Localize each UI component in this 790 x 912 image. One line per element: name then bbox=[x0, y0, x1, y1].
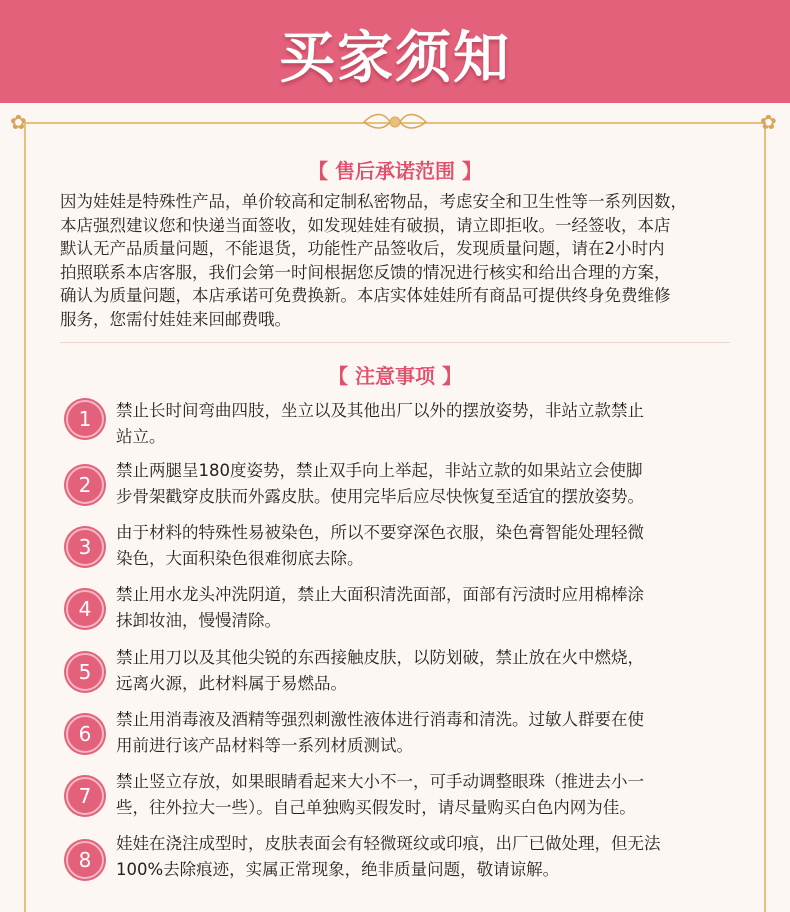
page-title: 买家须知 bbox=[279, 26, 511, 91]
precaution-text bbox=[116, 645, 736, 697]
precaution-line: 些，往外拉大一些）。自己单独购买假发时，请尽量购买白色内网为佳。 bbox=[116, 798, 636, 817]
number-badge-7: 7 bbox=[66, 777, 104, 815]
number-badge-3: 3 bbox=[66, 528, 104, 566]
precaution-line: 抹卸妆油，慢慢清除。 bbox=[116, 611, 281, 630]
precaution-line: 娃娃在浇注成型时，皮肤表面会有轻微斑纹或印痕，出厂已做处理，但无法 bbox=[116, 834, 661, 853]
gold-border-left bbox=[24, 122, 26, 912]
number-badge-1: 1 bbox=[66, 400, 104, 438]
precaution-line: 禁止用水龙头冲洗阴道，禁止大面积清洗面部，面部有污渍时应用棉棒涂 bbox=[116, 585, 644, 604]
precaution-line: 染色，大面积染色很难彻底去除。 bbox=[116, 549, 364, 568]
precaution-line: 禁止竖立存放，如果眼睛看起来大小不一，可手动调整眼珠（推进去小一 bbox=[116, 772, 644, 791]
number-badge-8: 8 bbox=[66, 841, 104, 879]
precaution-text bbox=[116, 707, 736, 759]
precaution-text bbox=[116, 398, 736, 450]
scroll-ornament-right-icon: ✿ bbox=[760, 110, 777, 134]
precaution-text bbox=[116, 769, 736, 821]
number-badge-6: 6 bbox=[66, 715, 104, 753]
precaution-line: 步骨架戳穿皮肤而外露皮肤。使用完毕后应尽快恢复至适宜的摆放姿势。 bbox=[116, 487, 644, 506]
number-badge-4: 4 bbox=[66, 590, 104, 628]
precaution-line: 禁止长时间弯曲四肢，坐立以及其他出厂以外的摆放姿势，非站立款禁止 bbox=[116, 401, 644, 420]
precaution-line: 禁止用消毒液及酒精等强烈刺激性液体进行消毒和清洗。过敏人群要在使 bbox=[116, 710, 644, 729]
precaution-line: 远离火源，此材料属于易燃品。 bbox=[116, 674, 347, 693]
precaution-line: 用前进行该产品材料等一系列材质测试。 bbox=[116, 736, 413, 755]
precaution-text bbox=[116, 831, 736, 883]
precaution-line: 禁止用刀以及其他尖锐的东西接触皮肤，以防划破，禁止放在火中燃烧， bbox=[116, 648, 644, 667]
precaution-line: 站立。 bbox=[116, 427, 166, 446]
precaution-text bbox=[116, 582, 736, 634]
section-divider bbox=[60, 342, 730, 343]
paragraph-line: 因为娃娃是特殊性产品，单价较高和定制私密物品，考虑安全和卫生性等一系列因数， bbox=[60, 192, 687, 211]
header-banner bbox=[0, 0, 790, 103]
center-ornament-icon bbox=[360, 110, 430, 134]
paragraph-line: 拍照联系本店客服，我们会第一时间根据您反馈的情况进行核实和给出合理的方案， bbox=[60, 262, 671, 282]
precaution-text bbox=[116, 458, 736, 510]
precaution-line: 禁止两腿呈180度姿势，禁止双手向上举起，非站立款的如果站立会使脚 bbox=[116, 461, 643, 480]
scroll-ornament-left-icon: ✿ bbox=[10, 110, 27, 134]
precaution-line: 由于材料的特殊性易被染色，所以不要穿深色衣服，染色膏智能处理轻微 bbox=[116, 523, 644, 542]
number-badge-5: 5 bbox=[66, 653, 104, 691]
number-badge-2: 2 bbox=[66, 466, 104, 504]
paragraph-line: 服务，您需付娃娃来回邮费哦。 bbox=[60, 309, 291, 329]
precaution-text bbox=[116, 520, 736, 572]
paragraph-line: 确认为质量问题，本店承诺可免费换新。本店实体娃娃所有商品可提供终身免费维修 bbox=[60, 286, 671, 305]
gold-border-right bbox=[764, 122, 766, 912]
paragraph-line: 本店强烈建议您和快递当面签收，如发现娃娃有破损，请立即拒收。一经签收，本店 bbox=[60, 215, 671, 235]
section-heading-after-sales: 【 售后承诺范围 】 bbox=[308, 159, 482, 183]
precaution-line: 100%去除痕迹，实属正常现象，绝非质量问题，敬请谅解。 bbox=[116, 860, 560, 879]
after-sales-paragraph bbox=[60, 190, 750, 331]
section-heading-precautions: 【 注意事项 】 bbox=[328, 364, 462, 388]
paragraph-line: 默认无产品质量问题，不能退货，功能性产品签收后，发现质量问题，请在2小时内 bbox=[60, 239, 665, 258]
